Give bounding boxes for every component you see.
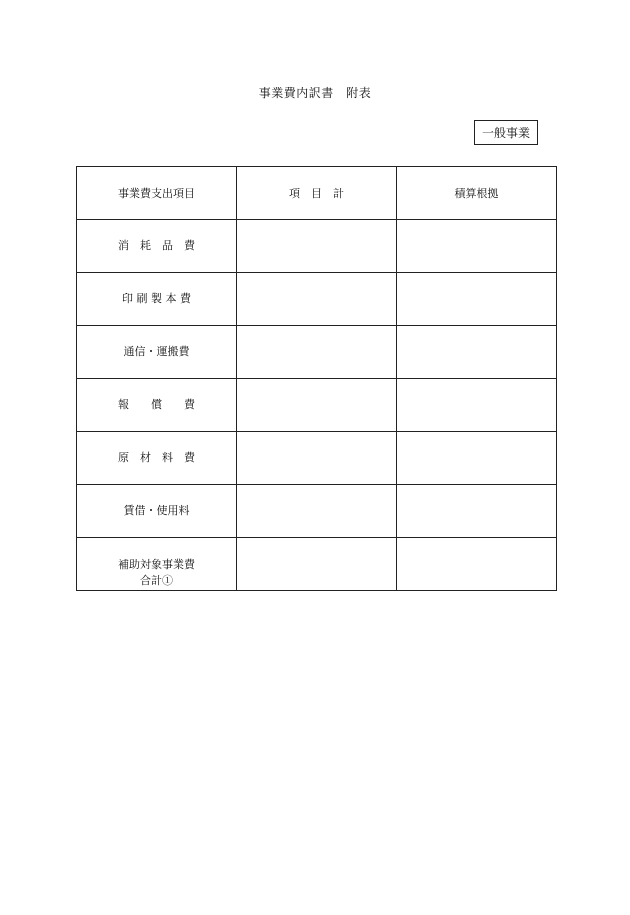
amount-cell[interactable] bbox=[237, 220, 397, 273]
amount-cell[interactable] bbox=[237, 326, 397, 379]
row-label-materials: 原 材 料 費 bbox=[77, 432, 237, 485]
basis-cell[interactable] bbox=[397, 379, 557, 432]
table-row bbox=[77, 379, 557, 432]
header-expense-item: 事業費支出項目 bbox=[77, 167, 237, 220]
row-label-rental-usage: 賃借・使用料 bbox=[77, 485, 237, 538]
basis-cell[interactable] bbox=[397, 326, 557, 379]
table-header-row bbox=[77, 167, 557, 220]
header-calculation-basis: 積算根拠 bbox=[397, 167, 557, 220]
row-label-remuneration: 報 償 費 bbox=[77, 379, 237, 432]
basis-cell[interactable] bbox=[397, 273, 557, 326]
category-label-box bbox=[474, 120, 538, 145]
document-title: 事業費内訳書 附表 bbox=[258, 86, 372, 100]
category-label: 一般事業 bbox=[481, 126, 530, 140]
row-label-subsidy-total bbox=[77, 538, 237, 591]
total-row bbox=[77, 538, 557, 591]
row-label-printing: 印 刷 製 本 費 bbox=[77, 273, 237, 326]
table-row bbox=[77, 326, 557, 379]
total-label-line1: 補助対象事業費 bbox=[118, 558, 195, 571]
basis-cell[interactable] bbox=[397, 432, 557, 485]
table-row bbox=[77, 220, 557, 273]
expense-breakdown-table bbox=[76, 166, 557, 591]
basis-cell[interactable] bbox=[397, 220, 557, 273]
table-row bbox=[77, 485, 557, 538]
amount-cell[interactable] bbox=[237, 485, 397, 538]
amount-cell[interactable] bbox=[237, 432, 397, 485]
table-row bbox=[77, 432, 557, 485]
row-label-consumables: 消 耗 品 費 bbox=[77, 220, 237, 273]
row-label-communication-transport: 通信・運搬費 bbox=[77, 326, 237, 379]
header-item-total: 項 目 計 bbox=[237, 167, 397, 220]
basis-cell[interactable] bbox=[397, 485, 557, 538]
total-label-line2: 合計① bbox=[140, 574, 173, 587]
total-basis-cell[interactable] bbox=[397, 538, 557, 591]
total-amount-cell[interactable] bbox=[237, 538, 397, 591]
amount-cell[interactable] bbox=[237, 273, 397, 326]
amount-cell[interactable] bbox=[237, 379, 397, 432]
table-row bbox=[77, 273, 557, 326]
